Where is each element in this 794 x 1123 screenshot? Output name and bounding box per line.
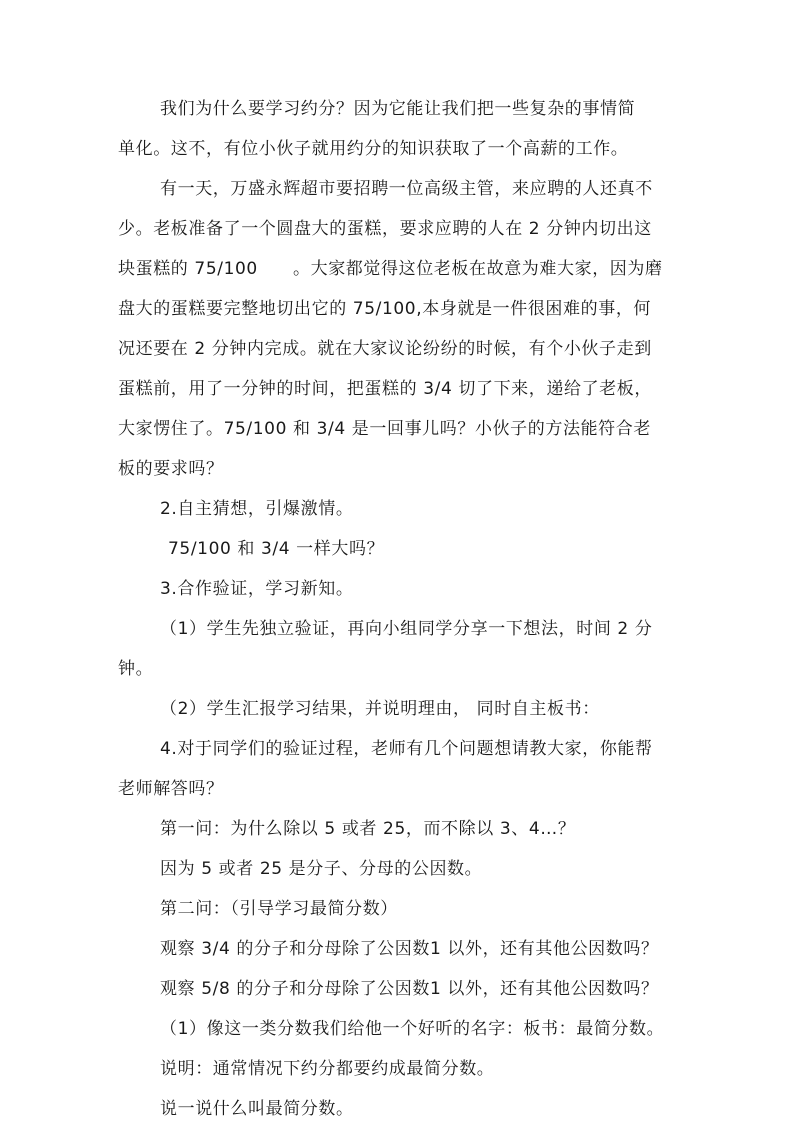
- paragraph-line: （2）学生汇报学习结果，并说明理由， 同时自主板书：: [160, 699, 600, 719]
- paragraph-line: （1）学生先独立验证，再向小组同学分享一下想法，时间 2 分: [160, 619, 653, 639]
- paragraph-line: 75/100 和 3/4 一样大吗？: [168, 539, 385, 559]
- paragraph-line: 板的要求吗？: [118, 459, 224, 479]
- paragraph-line: 老师解答吗？: [118, 779, 224, 799]
- paragraph-line: 况还要在 2 分钟内完成。就在大家议论纷纷的时候，有个小伙子走到: [118, 339, 652, 359]
- paragraph-line: （1）像这一类分数我们给他一个好听的名字：板书：最简分数。: [160, 1019, 665, 1039]
- paragraph-line: 钟。: [118, 659, 154, 679]
- section-heading: 4.对于同学们的验证过程，老师有几个问题想请教大家，你能帮: [160, 739, 653, 759]
- paragraph-line: 观察 3/4 的分子和分母除了公因数1 以外，还有其他公因数吗？: [160, 939, 659, 959]
- paragraph-line: 块蛋糕的 75/100 。大家都觉得这位老板在故意为难大家，因为磨: [118, 259, 663, 279]
- paragraph-line: 少。老板准备了一个圆盘大的蛋糕，要求应聘的人在 2 分钟内切出这: [118, 219, 652, 239]
- paragraph-line: 第一问：为什么除以 5 或者 25，而不除以 3、4…？: [160, 819, 576, 839]
- paragraph-line: 大家愣住了。75/100 和 3/4 是一回事儿吗？小伙子的方法能符合老: [118, 419, 651, 439]
- section-heading: 2.自主猜想，引爆激情。: [160, 499, 354, 519]
- paragraph-line: 有一天，万盛永辉超市要招聘一位高级主管，来应聘的人还真不: [160, 179, 653, 199]
- paragraph-line: 说明：通常情况下约分都要约成最简分数。: [160, 1059, 495, 1079]
- paragraph-line: 说一说什么叫最简分数。: [160, 1099, 354, 1119]
- paragraph-line: 蛋糕前，用了一分钟的时间，把蛋糕的 3/4 切了下来，递给了老板，: [118, 379, 652, 399]
- paragraph-line: 因为 5 或者 25 是分子、分母的公因数。: [160, 859, 483, 879]
- paragraph-line: 盘大的蛋糕要完整地切出它的 75/100,本身就是一件很困难的事，何: [118, 299, 652, 319]
- paragraph-line: 第二问：（引导学习最简分数）: [160, 899, 398, 919]
- paragraph-line: 单化。这不，有位小伙子就用约分的知识获取了一个高薪的工作。: [118, 139, 629, 159]
- paragraph-line: 观察 5/8 的分子和分母除了公因数1 以外，还有其他公因数吗？: [160, 979, 659, 999]
- paragraph-line: 我们为什么要学习约分？因为它能让我们把一些复杂的事情简: [160, 99, 636, 119]
- section-heading: 3.合作验证，学习新知。: [160, 579, 354, 599]
